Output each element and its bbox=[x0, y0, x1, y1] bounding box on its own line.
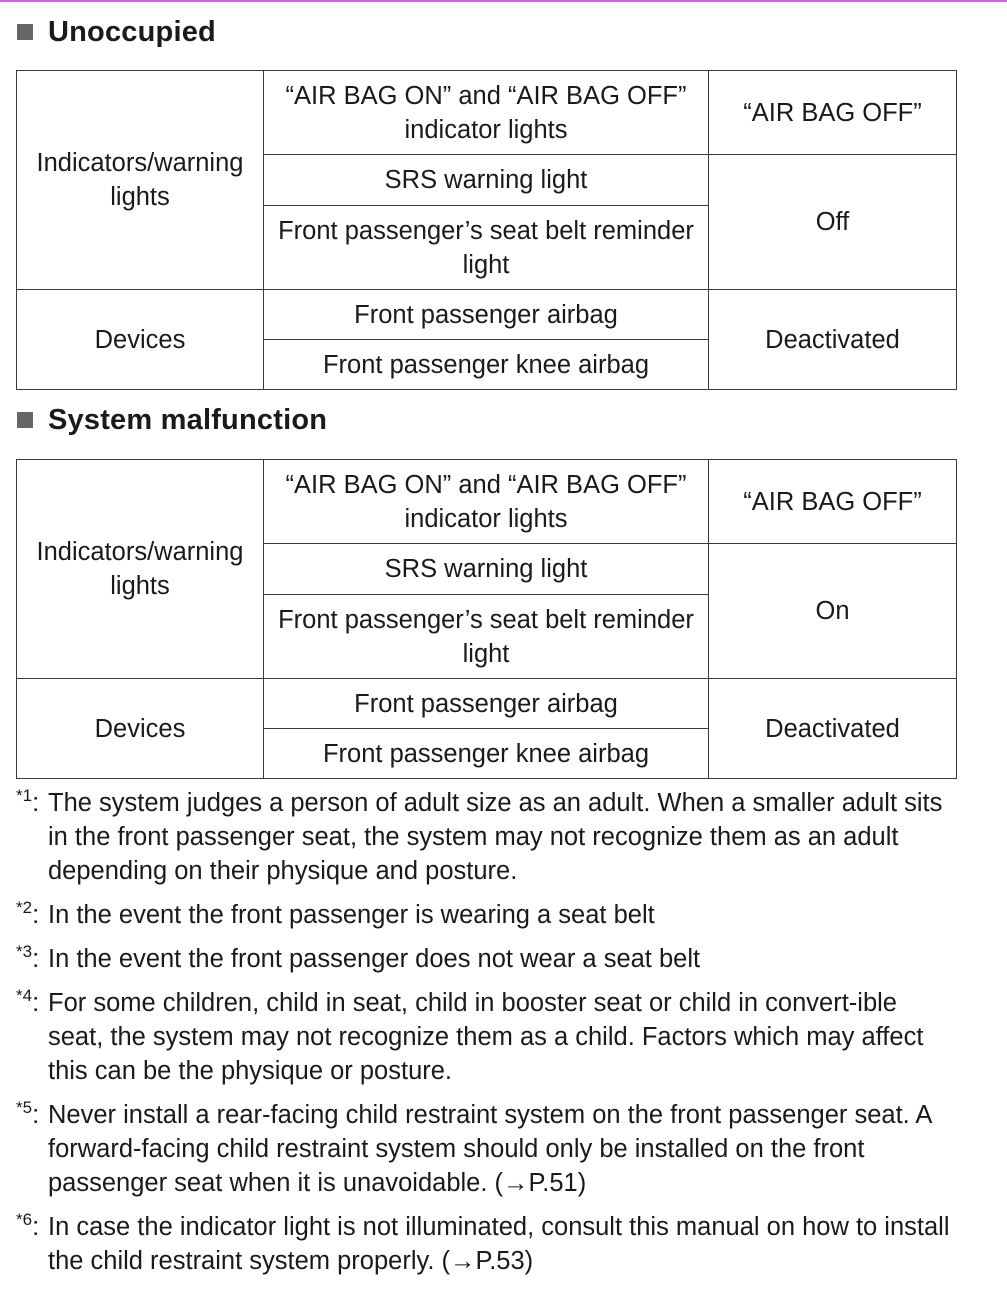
footnote-3 bbox=[16, 942, 956, 976]
footnote-mark: $^{*5}$: bbox=[16, 1098, 40, 1129]
section-heading-unoccupied bbox=[17, 14, 216, 50]
item-cell: Front passenger airbag bbox=[264, 290, 709, 340]
status-cell: “AIR BAG OFF” bbox=[709, 71, 957, 155]
footnote-6 bbox=[16, 1210, 956, 1278]
table-row bbox=[17, 679, 957, 729]
footnote-mark: $^{*1}$: bbox=[16, 786, 40, 817]
row-group-label: Devices bbox=[17, 290, 264, 390]
table-row bbox=[17, 290, 957, 340]
footnote-text: The system judges a person of adult size as an adult. When a smaller adult sits in the front passenger seat, the system may not recognize them as an adult depending on their physique and posture. bbox=[48, 789, 943, 885]
status-cell: “AIR BAG OFF” bbox=[709, 460, 957, 544]
status-cell: Deactivated bbox=[709, 290, 957, 390]
top-border bbox=[0, 0, 1007, 2]
square-bullet-icon bbox=[17, 24, 33, 40]
footnote-4 bbox=[16, 986, 956, 1088]
table-row bbox=[17, 71, 957, 155]
footnotes bbox=[16, 786, 956, 1288]
footnote-5 bbox=[16, 1098, 956, 1200]
item-cell: Front passenger airbag bbox=[264, 679, 709, 729]
table-row bbox=[17, 460, 957, 544]
footnote-text: Never install a rear-facing child restraint system on the front passenger seat. A forward-facing child restraint system should only be installed on the front passenger seat when it is unavoidable. (→P.51) bbox=[48, 1101, 932, 1197]
status-cell: Deactivated bbox=[709, 679, 957, 779]
section-title: System malfunction bbox=[48, 403, 328, 436]
footnote-mark: $^{*6}$: bbox=[16, 1210, 40, 1241]
row-group-label: Indicators/warning lights bbox=[17, 71, 264, 290]
status-table-system-malfunction bbox=[16, 459, 957, 779]
footnote-text: In the event the front passenger is wearing a seat belt bbox=[48, 901, 655, 929]
item-cell: Front passenger knee airbag bbox=[264, 340, 709, 390]
status-cell: Off bbox=[709, 155, 957, 290]
item-cell: SRS warning light bbox=[264, 155, 709, 206]
item-cell: Front passenger knee airbag bbox=[264, 729, 709, 779]
section-heading-system-malfunction bbox=[17, 402, 327, 438]
footnote-mark: $^{*2}$: bbox=[16, 898, 40, 929]
row-group-label: Devices bbox=[17, 679, 264, 779]
status-table-unoccupied bbox=[16, 70, 957, 390]
footnote-2 bbox=[16, 898, 956, 932]
footnote-text: In case the indicator light is not illuminated, consult this manual on how to install the child restraint system properly. (→P.53) bbox=[48, 1213, 950, 1275]
item-cell: “AIR BAG ON” and “AIR BAG OFF” indicator lights bbox=[264, 460, 709, 544]
square-bullet-icon bbox=[17, 412, 33, 428]
footnote-text: In the event the front passenger does not wear a seat belt bbox=[48, 945, 701, 973]
item-cell: Front passenger’s seat belt reminder light bbox=[264, 206, 709, 290]
row-group-label: Indicators/warning lights bbox=[17, 460, 264, 679]
item-cell: SRS warning light bbox=[264, 544, 709, 595]
footnote-1 bbox=[16, 786, 956, 888]
item-cell: Front passenger’s seat belt reminder light bbox=[264, 595, 709, 679]
section-title: Unoccupied bbox=[48, 15, 216, 48]
footnote-text: For some children, child in seat, child in booster seat or child in convert-ible seat, the system may not recognize them as a child. Factors which may affect this can be the physique or posture. bbox=[48, 989, 924, 1085]
footnote-mark: $^{*4}$: bbox=[16, 986, 40, 1017]
item-cell: “AIR BAG ON” and “AIR BAG OFF” indicator lights bbox=[264, 71, 709, 155]
footnote-mark: $^{*3}$: bbox=[16, 942, 40, 973]
status-cell: On bbox=[709, 544, 957, 679]
